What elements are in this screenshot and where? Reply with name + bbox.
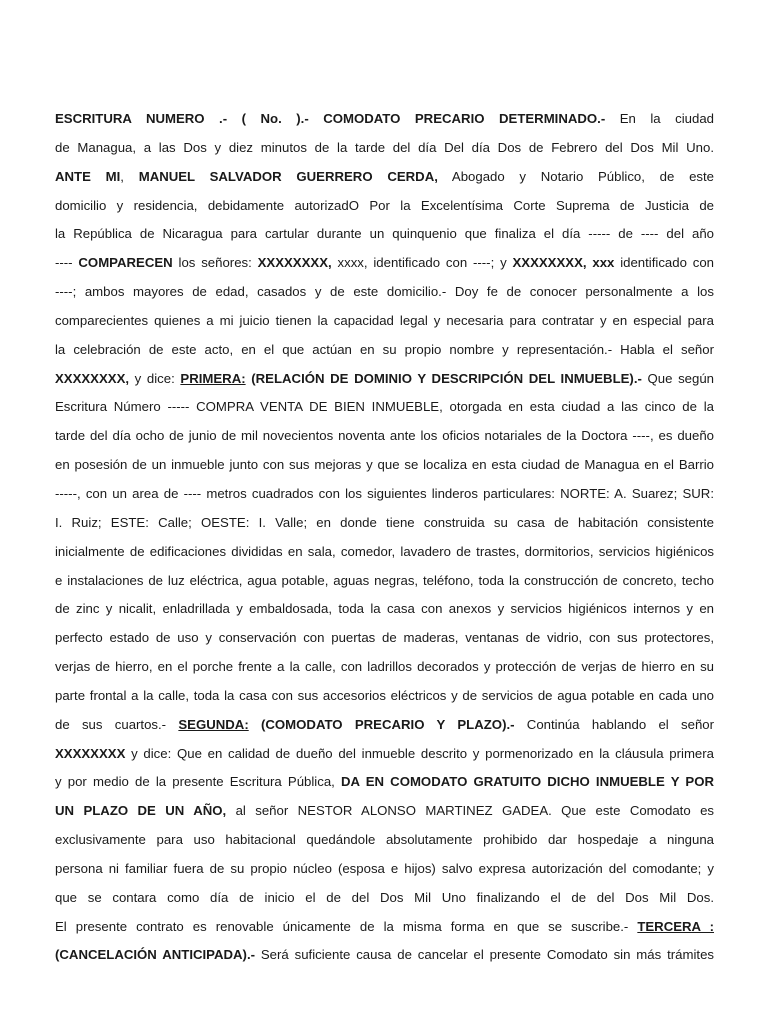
text-run: comparecientes quienes a mi juicio tienen la capacidad legal y necesaria para contratar y en especial para [55, 312, 714, 328]
text-run: -----, con un area de ---- metros cuadrados con los siguientes linderos particulares: NORTE: A. Suarez; SUR: [55, 485, 714, 501]
text-line [55, 768, 714, 797]
text-run: ---- [55, 255, 79, 271]
bold-text-run: XXXXXXXX, [55, 370, 130, 386]
text-run: El presente contrato es renovable únicamente de la misma forma en que se suscribe.- [55, 918, 638, 934]
text-line [55, 711, 714, 740]
bold-text-run: MANUEL SALVADOR GUERRERO CERDA, [138, 168, 438, 184]
text-run: Abogado y Notario Público, de este [437, 168, 714, 184]
text-run: la celebración de este acto, en el que actúan en su propio nombre y representación.- Habla el señor [55, 341, 714, 357]
bold-text-run: ANTE MI [55, 168, 121, 184]
text-run: Que según [641, 370, 714, 386]
text-run: que se contara como día de inicio el de del Dos Mil Uno finalizando el de del Dos Mil Dos. [55, 889, 714, 905]
bold-text-run: (CANCELACIÓN ANTICIPADA).- [55, 947, 256, 963]
bold-text-run: COMPARECEN [78, 255, 173, 271]
text-run: e instalaciones de luz eléctrica, agua potable, aguas negras, teléfono, toda la construcción de concreto, techo [55, 572, 714, 588]
text-line [55, 567, 714, 596]
bold-text-run: TERCERA : [637, 918, 714, 934]
text-run: persona ni familiar fuera de su propio núcleo (esposa e hijos) salvo expresa autorización del comodante; y [55, 860, 714, 876]
text-run: Escritura Número ----- COMPRA VENTA DE BIEN INMUEBLE, otorgada en esta ciudad a las cinco de la [55, 399, 714, 415]
text-line [55, 538, 714, 567]
text-line [55, 365, 714, 394]
text-line [55, 884, 714, 913]
text-run: al señor NESTOR ALONSO MARTINEZ GADEA. Que este Comodato es [226, 803, 714, 819]
text-line [55, 682, 714, 711]
text-line [55, 249, 714, 278]
deed-body-text [55, 105, 714, 970]
text-line [55, 451, 714, 480]
text-run: ----; ambos mayores de edad, casados y de este domicilio.- Doy fe de conocer personalmente a los [55, 284, 714, 300]
text-line [55, 855, 714, 884]
text-run: y dice: Que en calidad de dueño del inmueble descrito y pormenorizado en la cláusula primera [125, 745, 714, 761]
text-run: exclusivamente para uso habitacional quedándole absolutamente prohibido dar hospedaje a ninguna [55, 832, 714, 848]
text-run: domicilio y residencia, debidamente autorizadO Por la Excelentísima Corte Suprema de Justicia de [55, 197, 714, 213]
bold-text-run: XXXXXXXX [55, 745, 126, 761]
bold-text-run: SEGUNDA: [178, 716, 249, 732]
text-run: de Managua, a las Dos y diez minutos de la tarde del día Del día Dos de Febrero del Dos Mil Uno. [55, 139, 714, 155]
text-line [55, 740, 714, 769]
text-line [55, 192, 714, 221]
text-run: En la ciudad [605, 111, 715, 126]
bold-text-run: PRIMERA: [180, 370, 246, 386]
text-run: de sus cuartos.- [55, 716, 179, 732]
text-run: tarde del día ocho de junio de mil novecientos noventa ante los oficios notariales de la Doctora ----, es dueño [55, 428, 714, 444]
text-line [55, 509, 714, 538]
bold-text-run: UN PLAZO DE UN AÑO, [55, 803, 227, 819]
text-line [55, 595, 714, 624]
text-run: perfecto estado de uso y conservación con puertas de maderas, ventanas de vidrio, con sus protectores, [55, 630, 714, 646]
text-run: y dice: [129, 370, 181, 386]
text-line [55, 134, 714, 163]
text-line [55, 307, 714, 336]
text-run: xxxx, identificado con ----; y [331, 255, 513, 271]
text-line [55, 278, 714, 307]
text-run: parte frontal a la calle, toda la casa con sus accesorios eléctricos y de servicios de agua potable en cada uno [55, 687, 714, 703]
text-run: y por medio de la presente Escritura Pública, [55, 774, 341, 790]
text-line [55, 653, 714, 682]
text-line [55, 220, 714, 249]
text-run: en posesión de un inmueble junto con sus mejoras y que se localiza en esta ciudad de Managua en el Barrio [55, 457, 714, 473]
text-line [55, 797, 714, 826]
bold-text-run: ESCRITURA NUMERO .- ( No. ).- COMODATO PRECARIO DETERMINADO.- [55, 111, 606, 126]
text-line [55, 163, 714, 192]
text-run: Continúa hablando el señor [514, 716, 714, 732]
text-line [55, 624, 714, 653]
bold-text-run: (RELACIÓN DE DOMINIO Y DESCRIPCIÓN DEL INMUEBLE).- [245, 370, 642, 386]
text-run: , [120, 168, 139, 184]
text-line [55, 913, 714, 942]
text-line [55, 336, 714, 365]
text-line [55, 393, 714, 422]
bold-text-run: (COMODATO PRECARIO Y PLAZO).- [248, 716, 515, 732]
text-run: de zinc y nicalit, enladrillada y embaldosada, toda la casa con anexos y servicios higiénicos internos y en [55, 601, 714, 617]
text-line [55, 941, 714, 970]
bold-text-run: XXXXXXXX, [257, 255, 332, 271]
text-run: identificado con [614, 255, 715, 271]
text-run: los señores: [172, 255, 258, 271]
text-run: inicialmente de edificaciones divididas en sala, comedor, lavadero de trastes, dormitorios, servicios higiénicos [55, 543, 714, 559]
text-line [55, 480, 714, 509]
text-line [55, 826, 714, 855]
text-run: Será suficiente causa de cancelar el presente Comodato sin más trámites [255, 947, 714, 963]
bold-text-run: DA EN COMODATO GRATUITO DICHO INMUEBLE Y POR [340, 774, 714, 790]
text-run: la República de Nicaragua para cartular durante un quinquenio que finaliza el día ----- de ---- del año [55, 226, 714, 242]
bold-text-run: XXXXXXXX, xxx [512, 255, 615, 271]
text-run: I. Ruiz; ESTE: Calle; OESTE: I. Valle; en donde tiene construida su casa de habitación consistente [55, 514, 714, 530]
text-run: verjas de hierro, en el porche frente a la calle, con ladrillos decorados y protección de verjas de hierro en su [55, 659, 714, 675]
text-line [55, 105, 714, 134]
text-line [55, 422, 714, 451]
